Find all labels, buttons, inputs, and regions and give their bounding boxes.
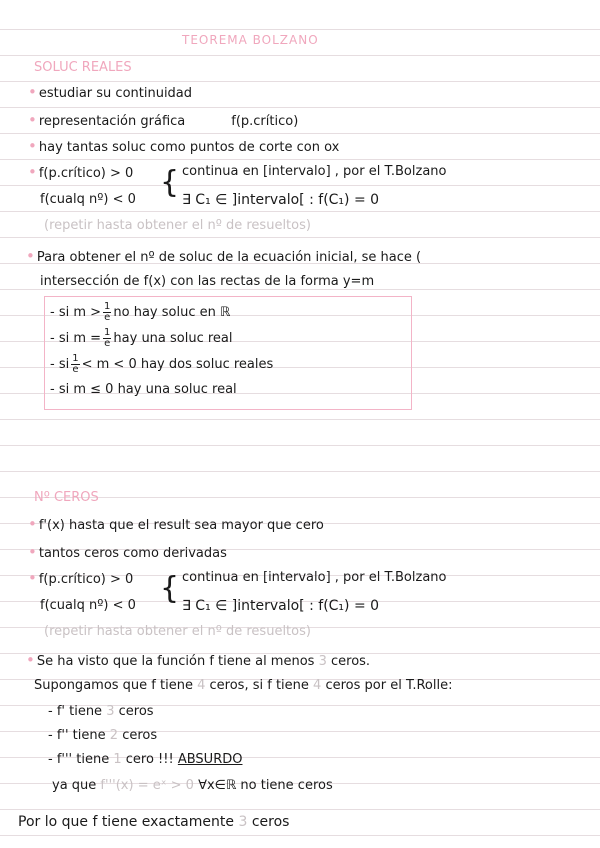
seen-line: • Se ha visto que la función f tiene al menos 3 ceros. (26, 651, 371, 669)
derivative-item: - f''' tiene 1 cero !!! ABSURDO (48, 752, 243, 767)
bullet-derivative: • f'(x) hasta que el result sea mayor que cero (28, 515, 324, 533)
existence-statement: ∃ C₁ ∈ ]intervalo[ : f(C₁) = 0 (182, 192, 380, 208)
suppose-line: Supongamos que f tiene 4 ceros, si f tiene 4 ceros por el T.Rolle: (34, 678, 453, 693)
case-item: - si m ≤ 0 hay una soluc real (50, 382, 237, 397)
bullet-dot-icon: • (28, 569, 37, 587)
bullet-dot-icon: • (26, 247, 35, 265)
ya-que-line: ya que f'''(x) = eˣ > 0 ∀x∈ℝ no tiene ceros (52, 778, 333, 793)
condition-positive: • f(p.crítico) > 0 (28, 569, 134, 587)
case-item: - si m = $\frac{1}{e}$ hay una soluc real (50, 327, 233, 349)
derivative-item: - f'' tiene 2 ceros (48, 728, 158, 743)
bullet-dot-icon: • (28, 515, 37, 533)
section1-heading: SOLUC REALES (34, 60, 132, 75)
derivative-item: - f' tiene 3 ceros (48, 704, 154, 719)
bullet-dot-icon: • (28, 111, 37, 129)
bullet-dot-icon: • (28, 163, 37, 181)
fraction: $\frac{1}{e}$ (72, 353, 79, 375)
bullet-zeros: • tantos ceros como derivadas (28, 543, 227, 561)
paragraph-line2: intersección de f(x) con las rectas de la forma y=m (40, 274, 375, 289)
continuity-statement: continua en [intervalo] , por el T.Bolzano (182, 164, 447, 179)
page-title: TEOREMA BOLZANO (182, 33, 319, 47)
section2-heading: Nº CEROS (34, 490, 99, 505)
case-item: - si m > $\frac{1}{e}$ no hay soluc en ℝ (50, 301, 231, 323)
brace-icon: { (160, 571, 180, 606)
bullet-graph: • representación gráfica f(p.crítico) (28, 111, 299, 129)
brace-icon: { (160, 165, 180, 200)
bullet-dot-icon: • (28, 137, 37, 155)
condition-negative: f(cualq nº) < 0 (40, 192, 136, 207)
paragraph-line1: • Para obtener el nº de soluc de la ecuación inicial, se hace ( (26, 247, 422, 265)
fraction: $\frac{1}{e}$ (104, 327, 111, 349)
continuity-statement: continua en [intervalo] , por el T.Bolzano (182, 570, 447, 585)
bullet-dot-icon: • (28, 83, 37, 101)
bullet-continuity: • estudiar su continuidad (28, 83, 193, 101)
fraction: $\frac{1}{e}$ (104, 301, 111, 323)
absurdo-label: ABSURDO (177, 752, 243, 767)
conclusion-line: Por lo que f tiene exactamente 3 ceros (18, 814, 290, 830)
existence-statement: ∃ C₁ ∈ ]intervalo[ : f(C₁) = 0 (182, 598, 380, 614)
bullet-dot-icon: • (26, 651, 35, 669)
condition-positive: • f(p.crítico) > 0 (28, 163, 134, 181)
repeat-note: (repetir hasta obtener el nº de resueltos) (44, 218, 311, 233)
bullet-dot-icon: • (28, 543, 37, 561)
bullet-cut-points: • hay tantas soluc como puntos de corte con ox (28, 137, 340, 155)
repeat-note: (repetir hasta obtener el nº de resueltos) (44, 624, 311, 639)
condition-negative: f(cualq nº) < 0 (40, 598, 136, 613)
case-item: - si $\frac{1}{e}$ < m < 0 hay dos soluc reales (50, 353, 274, 375)
